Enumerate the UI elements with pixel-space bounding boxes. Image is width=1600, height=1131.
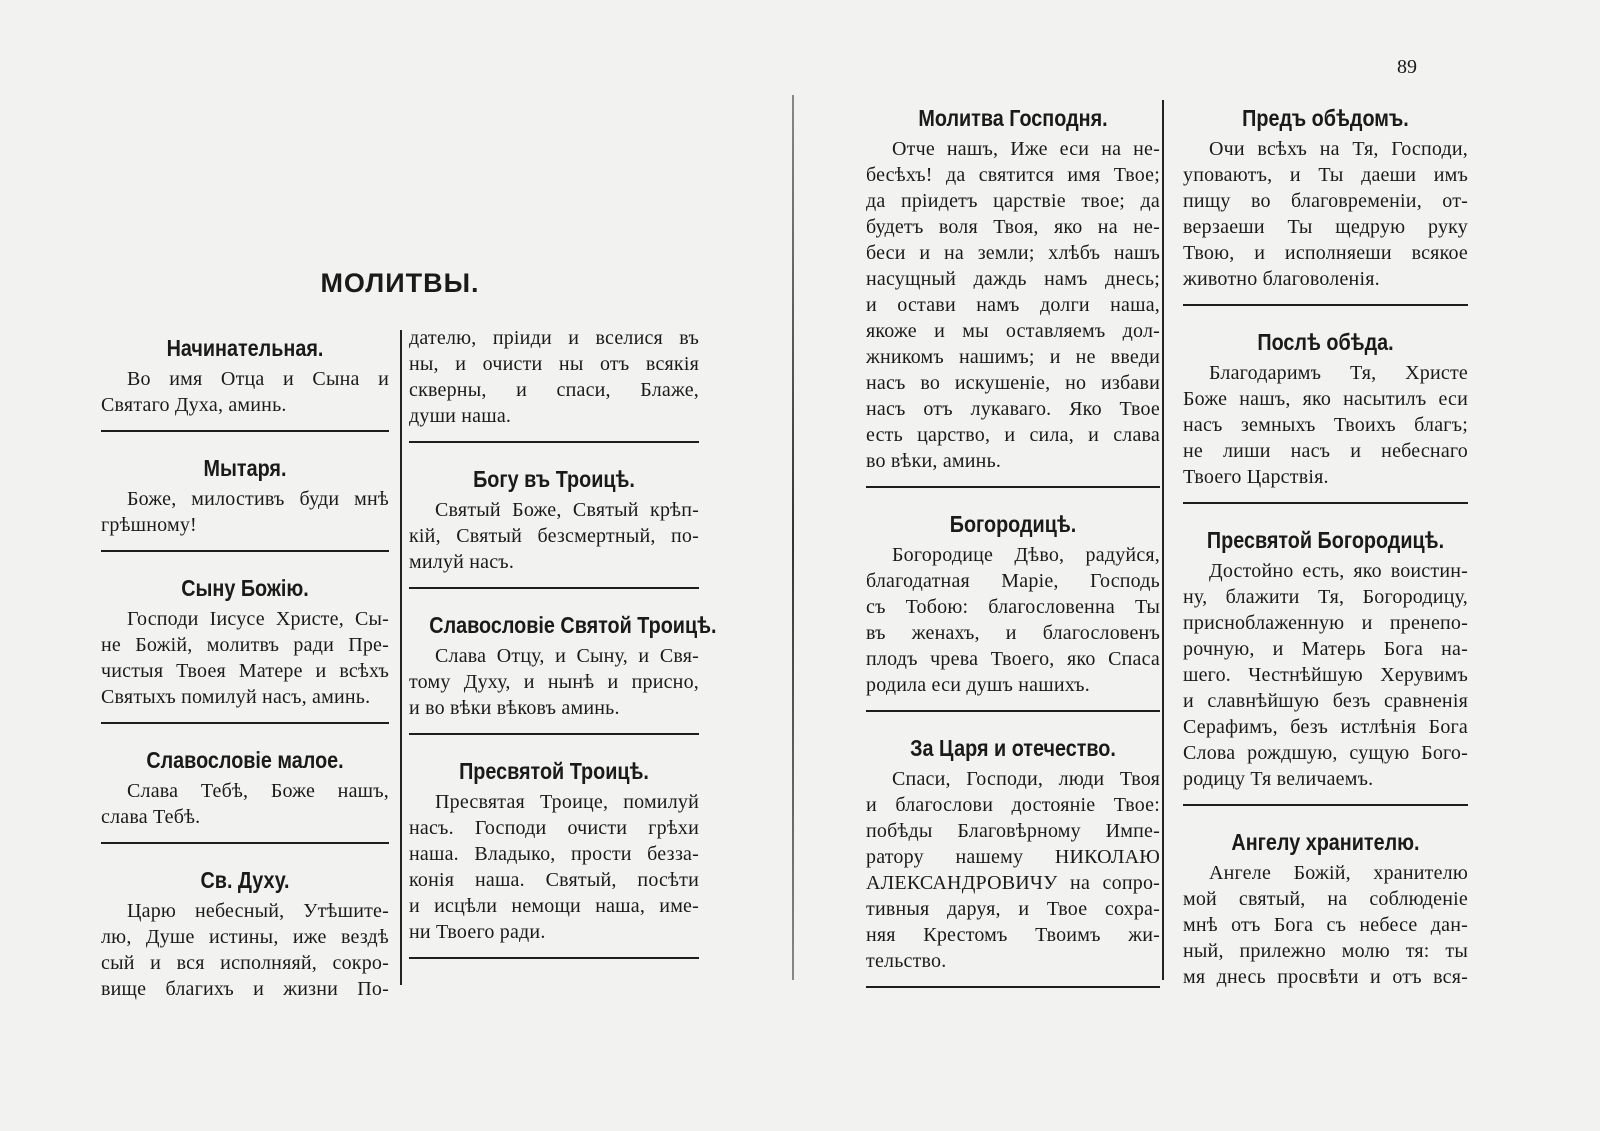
prayer-heading: Предъ обѣдомъ. bbox=[1242, 105, 1409, 131]
prayer-text-line: наша. Владыко, прости безза- bbox=[409, 843, 699, 865]
prayer-block bbox=[1183, 100, 1468, 306]
prayer-text-line: Святый Боже, Святый крѣп- bbox=[435, 499, 699, 521]
section-rule bbox=[409, 441, 699, 443]
prayer-heading: Мытаря. bbox=[203, 455, 287, 481]
column-right-1 bbox=[866, 100, 1160, 1006]
prayer-text-line: присноблаженную и пренепо- bbox=[1183, 612, 1468, 634]
column-divider bbox=[1162, 100, 1164, 980]
prayer-text-line: души наша. bbox=[409, 405, 512, 427]
prayer-heading: Пресвятой Богородицѣ. bbox=[1206, 527, 1445, 553]
section-rule bbox=[866, 710, 1160, 712]
prayer-text-line: родила еси душъ нашихъ. bbox=[866, 674, 1090, 696]
prayer-text-line: верзаеши Ты щедрую руку bbox=[1183, 216, 1468, 238]
prayer-text-line: якоже и мы оставляемъ дол- bbox=[866, 320, 1160, 342]
prayer-text-line: насъ во искушеніе, но избави bbox=[866, 372, 1160, 394]
prayer-text-line: Богородице Дѣво, радуйся, bbox=[892, 544, 1160, 566]
prayer-text-line: няя Крестомъ Твоимъ жи- bbox=[866, 924, 1160, 946]
prayer-text-line: Святыхъ помилуй насъ, аминь. bbox=[101, 686, 371, 708]
prayer-text-line: Боже нашъ, яко насытилъ еси bbox=[1183, 388, 1468, 410]
column-left-1 bbox=[101, 330, 389, 1002]
prayer-text-line: Твоего Царствія. bbox=[1183, 466, 1329, 488]
prayer-text-line: бесѣхъ! да святится имя Твое; bbox=[866, 164, 1160, 186]
prayer-text-line: чистыя Твоея Матере и всѣхъ bbox=[101, 660, 389, 682]
prayer-text-line: Пресвятая Троице, помилуй bbox=[435, 791, 699, 813]
prayer-text-line: Святаго Духа, аминь. bbox=[101, 394, 287, 416]
prayer-text-line: Царю небесный, Утѣшите- bbox=[127, 900, 389, 922]
prayer-text-line: милуй насъ. bbox=[409, 551, 515, 573]
section-title: МОЛИТВЫ. bbox=[320, 268, 480, 298]
prayer-text-line: Слава Тебѣ, Боже нашъ, bbox=[127, 780, 389, 802]
prayer-block bbox=[866, 506, 1160, 712]
prayer-heading: Богородицѣ. bbox=[949, 511, 1077, 537]
section-rule bbox=[101, 550, 389, 552]
prayer-text-line: жникомъ нашимъ; и не введи bbox=[866, 346, 1160, 368]
prayer-text-line: шего. Честнѣйшую Херувимъ bbox=[1183, 664, 1468, 686]
prayer-block bbox=[101, 450, 389, 552]
column-divider bbox=[400, 330, 402, 985]
section-rule bbox=[101, 842, 389, 844]
prayer-text-line: уповаютъ, и Ты даеши имъ bbox=[1183, 164, 1468, 186]
prayer-block bbox=[409, 753, 699, 959]
section-rule bbox=[1183, 304, 1468, 306]
prayer-block bbox=[1183, 824, 1468, 990]
prayer-text-line: ни Твоего ради. bbox=[409, 921, 546, 943]
prayer-text-line: плодъ чрева Твоего, яко Спаса bbox=[866, 648, 1160, 670]
prayer-text-line: и исцѣли немощи наша, име- bbox=[409, 895, 699, 917]
prayer-block bbox=[1183, 522, 1468, 806]
prayer-block bbox=[866, 730, 1160, 988]
prayer-text-line: тивныя даруя, и Твое сохра- bbox=[866, 898, 1160, 920]
prayer-text-line: во вѣки, аминь. bbox=[866, 450, 1002, 472]
section-rule bbox=[866, 986, 1160, 988]
section-rule bbox=[101, 722, 389, 724]
prayer-text-line: Спаси, Господи, люди Твоя bbox=[892, 768, 1160, 790]
prayer-block bbox=[101, 330, 389, 432]
prayer-text-line: Отче нашъ, Иже еси на не- bbox=[892, 138, 1160, 160]
prayer-text-line: АЛЕКСАНДРОВИЧУ на сопро- bbox=[866, 872, 1160, 894]
section-rule bbox=[409, 587, 699, 589]
prayer-text-line: есть царство, и сила, и слава bbox=[866, 424, 1160, 446]
prayer-text-line: мнѣ отъ Бога съ небесе дан- bbox=[1183, 914, 1468, 936]
prayer-text-line: Во имя Отца и Сына и bbox=[127, 368, 389, 390]
section-rule bbox=[101, 430, 389, 432]
prayer-text-line: беси и на земли; хлѣбъ нашъ bbox=[866, 242, 1160, 264]
section-rule bbox=[1183, 502, 1468, 504]
prayer-heading: Пресвятой Троицѣ. bbox=[459, 758, 649, 784]
column-left-2 bbox=[409, 325, 717, 977]
prayer-block bbox=[409, 607, 717, 735]
prayer-block bbox=[866, 100, 1160, 488]
prayer-heading: Сыну Божію. bbox=[181, 575, 309, 601]
column-right-2 bbox=[1183, 100, 1468, 990]
prayer-text-line: мой святый, на соблюденіе bbox=[1183, 888, 1468, 910]
prayer-text-line: дателю, пріиди и вселися въ bbox=[409, 327, 699, 349]
prayer-block bbox=[101, 742, 389, 844]
prayer-text-line: не Божій, молитвъ ради Пре- bbox=[101, 634, 389, 656]
section-rule bbox=[866, 486, 1160, 488]
prayer-text-line: Господи Іисусе Христе, Сы- bbox=[127, 608, 389, 630]
prayer-text-line: животно благоволенія. bbox=[1183, 268, 1380, 290]
prayer-heading: Ангелу хранителю. bbox=[1231, 829, 1420, 855]
prayer-text-line: съ Тобою: благословенна Ты bbox=[866, 596, 1160, 618]
prayer-text-line: да пріидетъ царствіе твое; да bbox=[866, 190, 1160, 212]
prayer-text-line: пищу во благовременіи, от- bbox=[1183, 190, 1468, 212]
prayer-text-line: и славнѣйшую безъ сравненія bbox=[1183, 690, 1468, 712]
prayer-block bbox=[1183, 324, 1468, 504]
prayer-text-line: Достойно есть, яко воистин- bbox=[1209, 560, 1468, 582]
prayer-text-line: Слова рождшую, сущую Бого- bbox=[1183, 742, 1468, 764]
book-binding bbox=[792, 95, 794, 980]
prayer-heading: Славословіе малое. bbox=[146, 747, 344, 773]
prayer-heading: Начинательная. bbox=[166, 335, 324, 361]
prayer-text-line: лю, Душе истины, иже вездѣ bbox=[101, 926, 389, 948]
prayer-text-line: Благодаримъ Тя, Христе bbox=[1209, 362, 1468, 384]
prayer-text-line: и благослови достояніе Твое: bbox=[866, 794, 1160, 816]
prayer-block bbox=[409, 461, 699, 589]
prayer-text-line: ны, и очисти ны отъ всякія bbox=[409, 353, 699, 375]
prayer-text-line: Слава Отцу, и Сыну, и Свя- bbox=[435, 645, 699, 667]
prayer-heading: Послѣ обѣда. bbox=[1257, 329, 1394, 355]
prayer-text-line: насъ отъ лукаваго. Яко Твое bbox=[866, 398, 1160, 420]
prayer-heading: Богу въ Троицѣ. bbox=[473, 466, 635, 492]
prayer-text-line: тельство. bbox=[866, 950, 947, 972]
prayer-text-line: мя днесь просвѣти и отъ вся- bbox=[1183, 966, 1468, 988]
prayer-text-line: ратору нашему НИКОЛАЮ bbox=[866, 846, 1160, 868]
prayer-text-line: рочную, и Матерь Бога на- bbox=[1183, 638, 1468, 660]
section-rule bbox=[409, 957, 699, 959]
page-number: 89 bbox=[1397, 56, 1417, 78]
prayer-block bbox=[409, 325, 699, 443]
prayer-text-line: насъ земныхъ Твоихъ благъ; bbox=[1183, 414, 1468, 436]
prayer-block bbox=[101, 862, 389, 1002]
prayer-text-line: сый и вся исполняяй, сокро- bbox=[101, 952, 389, 974]
prayer-text-line: Ангеле Божій, хранителю bbox=[1209, 862, 1468, 884]
prayer-text-line: грѣшному! bbox=[101, 514, 197, 536]
prayer-block bbox=[101, 570, 389, 724]
section-rule bbox=[409, 733, 699, 735]
prayer-text-line: будетъ воля Твоя, яко на не- bbox=[866, 216, 1160, 238]
prayer-text-line: ный, прилежно молю тя: ты bbox=[1183, 940, 1468, 962]
prayer-text-line: Серафимъ, безъ истлѣнія Бога bbox=[1183, 716, 1468, 738]
prayer-text-line: ну, блажити Тя, Богородицу, bbox=[1183, 586, 1468, 608]
prayer-text-line: Очи всѣхъ на Тя, Господи, bbox=[1209, 138, 1468, 160]
prayer-text-line: насъ. Господи очисти грѣхи bbox=[409, 817, 699, 839]
prayer-text-line: скверны, и спаси, Блаже, bbox=[409, 379, 699, 401]
prayer-heading: За Царя и отечество. bbox=[910, 735, 1116, 761]
prayer-text-line: Боже, милостивъ буди мнѣ bbox=[127, 488, 389, 510]
prayer-text-line: и во вѣки вѣковъ аминь. bbox=[409, 697, 620, 719]
prayer-heading: Молитва Господня. bbox=[918, 105, 1108, 131]
prayer-heading: Св. Духу. bbox=[200, 867, 290, 893]
section-rule bbox=[1183, 804, 1468, 806]
prayer-text-line: благодатная Маріе, Господь bbox=[866, 570, 1160, 592]
prayer-text-line: тому Духу, и нынѣ и присно, bbox=[409, 671, 699, 693]
prayer-text-line: конія наша. Святый, посѣти bbox=[409, 869, 699, 891]
prayer-text-line: и остави намъ долги наша, bbox=[866, 294, 1160, 316]
prayer-text-line: въ женахъ, и благословенъ bbox=[866, 622, 1160, 644]
prayer-text-line: побѣды Благовѣрному Импе- bbox=[866, 820, 1160, 842]
prayer-text-line: родицу Тя величаемъ. bbox=[1183, 768, 1374, 790]
prayer-heading: Славословіе Святой Троицѣ. bbox=[429, 612, 717, 638]
prayer-text-line: вище благихъ и жизни По- bbox=[101, 978, 389, 1000]
prayer-text-line: кій, Святый безсмертный, по- bbox=[409, 525, 699, 547]
prayer-text-line: слава Тебѣ. bbox=[101, 806, 201, 828]
prayer-text-line: не лиши насъ и небеснаго bbox=[1183, 440, 1468, 462]
prayer-text-line: Твою, и исполняеши всякое bbox=[1183, 242, 1468, 264]
prayer-text-line: насущный даждь намъ днесь; bbox=[866, 268, 1160, 290]
